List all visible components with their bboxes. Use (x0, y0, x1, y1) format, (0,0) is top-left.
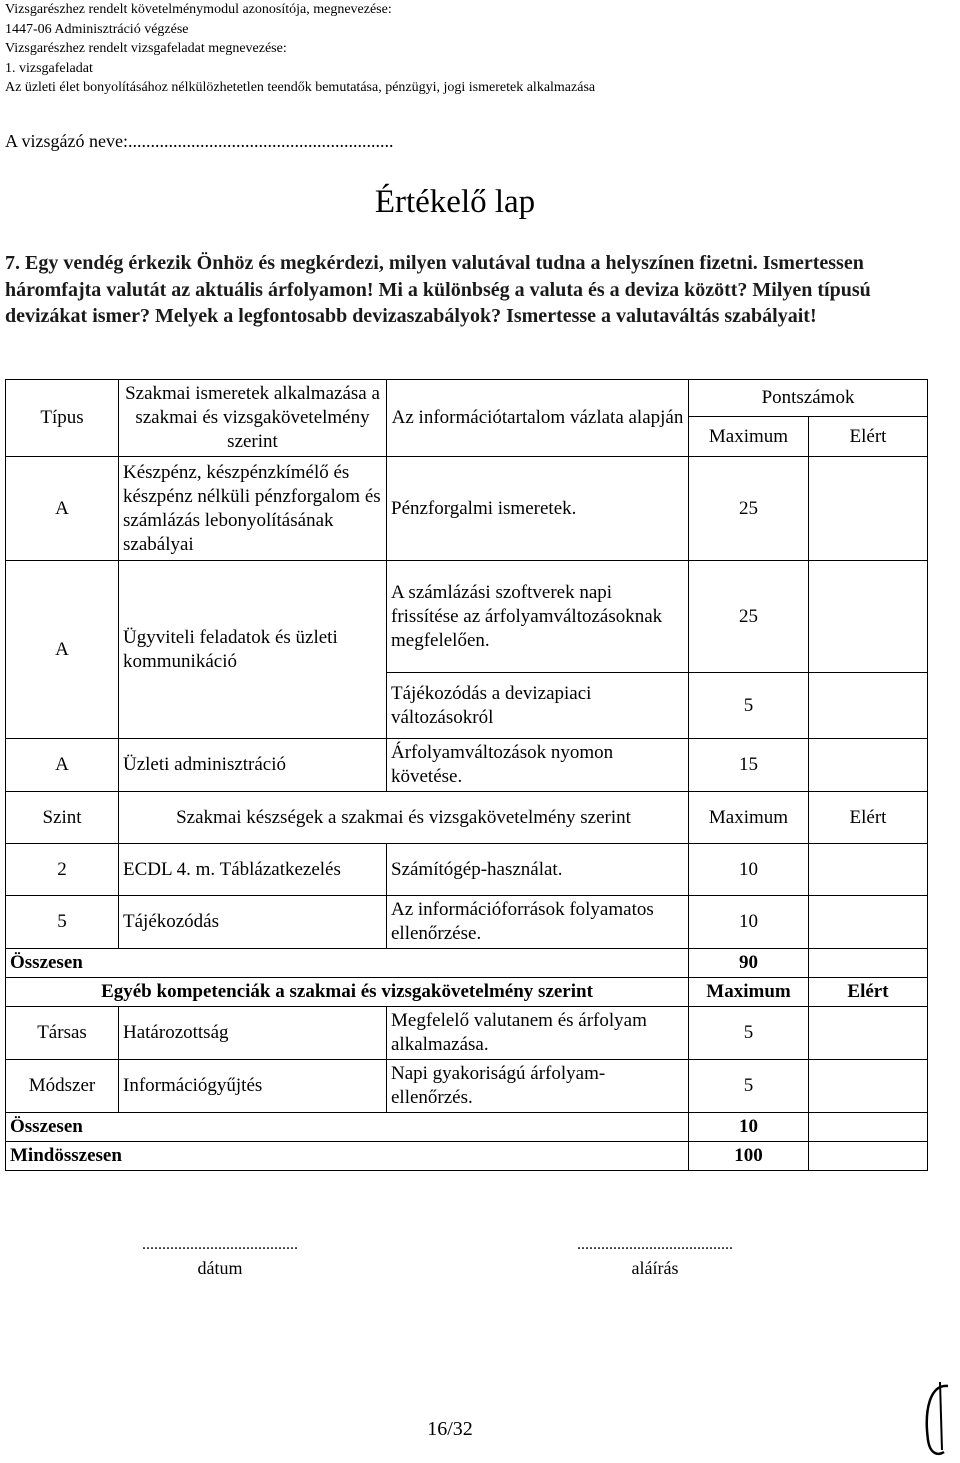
max-header: Maximum (689, 417, 809, 457)
achieved-header: Elért (809, 417, 928, 457)
table-row (6, 561, 928, 673)
max-cell: 25 (689, 457, 809, 561)
document-header (5, 0, 595, 98)
total-row (6, 1142, 928, 1171)
subtotal-value: 90 (689, 949, 809, 978)
header-line-5: Az üzleti élet bonyolításához nélkülözhetetlen teendők bemutatása, pénzügyi, jogi ismeretek alkalmazása (5, 80, 596, 95)
topic-cell: Üzleti adminisztráció (119, 739, 387, 792)
achieved-cell[interactable] (809, 1007, 928, 1060)
type-cell: Módszer (6, 1060, 119, 1113)
achieved-cell[interactable] (809, 1113, 928, 1142)
page-title: Értékelő lap (374, 184, 536, 220)
date-dotted-line: ....................................... (142, 1236, 298, 1253)
max-cell: 5 (689, 1007, 809, 1060)
max-cell: 15 (689, 739, 809, 792)
total-label: Mindösszesen (6, 1142, 689, 1171)
knowledge-header: Szakmai ismeretek alkalmazása a szakmai és vizsgakövetelmény szerint (119, 380, 387, 457)
handwritten-signature-mark (918, 1380, 954, 1460)
content-cell: Számítógép-használat. (387, 844, 689, 896)
achieved-cell[interactable] (809, 561, 928, 673)
other-header-row (6, 978, 928, 1007)
topic-cell: Tájékozódás (119, 896, 387, 949)
type-cell: Társas (6, 1007, 119, 1060)
subtotal-row (6, 1113, 928, 1142)
max-cell: 25 (689, 561, 809, 673)
topic-cell: Készpénz, készpénzkímélő és készpénz nélküli pénzforgalom és számlázás lebonyolításának szabályai (119, 457, 387, 561)
total-value: 100 (689, 1142, 809, 1171)
type-cell: A (6, 457, 119, 561)
exam-question: 7. Egy vendég érkezik Önhöz és megkérdezi, milyen valutával tudna a helyszínen fizetni. Ismertessen háromfajta valutát az aktuális árfolyamon! Mi a különbség a valuta és a deviza között? Milyen típusú devizákat ismer? Melyek a legfontosabb devizaszabályok? Ismertesse a valutaváltás szabályait! (5, 252, 871, 327)
level-cell: 5 (6, 896, 119, 949)
achieved-cell[interactable] (809, 457, 928, 561)
content-header: Az információtartalom vázlata alapján (387, 380, 689, 457)
max-cell: 10 (689, 844, 809, 896)
page-number: 16/32 (427, 1418, 473, 1440)
signature-dotted-line: ....................................... (577, 1236, 733, 1253)
max-cell: 10 (689, 896, 809, 949)
header-line-4: 1. vizsgafeladat (5, 60, 93, 76)
max-cell: 5 (689, 1060, 809, 1113)
type-cell: A (6, 739, 119, 792)
content-cell: Tájékozódás a devizapiaci változásokról (387, 673, 689, 739)
content-cell: A számlázási szoftverek napi frissítése az árfolyamváltozásoknak megfelelően. (387, 561, 689, 673)
max-cell: 5 (689, 673, 809, 739)
table-row (6, 457, 928, 561)
header-line-2: 1447-06 Adminisztráció végzése (5, 21, 189, 37)
skills-header-row (6, 792, 928, 844)
level-cell: 2 (6, 844, 119, 896)
signature-field (525, 1236, 785, 1279)
content-cell: Árfolyamváltozások nyomon követése. (387, 739, 689, 792)
header-row (6, 380, 928, 417)
content-cell: Megfelelő valutanem és árfolyam alkalmazása. (387, 1007, 689, 1060)
topic-cell: Információgyűjtés (119, 1060, 387, 1113)
achieved-header: Elért (809, 792, 928, 844)
table-row (6, 1007, 928, 1060)
achieved-header: Elért (809, 978, 928, 1007)
header-line-1: Vizsgarészhez rendelt követelménymodul azonosítója, megnevezése: (5, 2, 392, 17)
achieved-cell[interactable] (809, 673, 928, 739)
topic-cell: ECDL 4. m. Táblázatkezelés (119, 844, 387, 896)
other-competencies-header: Egyéb kompetenciák a szakmai és vizsgakövetelmény szerint (6, 978, 689, 1007)
achieved-cell[interactable] (809, 844, 928, 896)
content-cell: Pénzforgalmi ismeretek. (387, 457, 689, 561)
subtotal-row (6, 949, 928, 978)
content-cell: Az információforrások folyamatos ellenőrzése. (387, 896, 689, 949)
signature-label: aláírás (631, 1258, 679, 1278)
subtotal-value: 10 (689, 1113, 809, 1142)
achieved-cell[interactable] (809, 1142, 928, 1171)
candidate-name-line: A vizsgázó neve:........................................................... (5, 131, 394, 151)
topic-cell: Ügyviteli feladatok és üzleti kommunikáció (119, 561, 387, 739)
achieved-cell[interactable] (809, 896, 928, 949)
evaluation-table (5, 379, 928, 1171)
type-header: Típus (6, 380, 119, 457)
table-row (6, 739, 928, 792)
skills-header: Szakmai készségek a szakmai és vizsgakövetelmény szerint (119, 792, 689, 844)
achieved-cell[interactable] (809, 1060, 928, 1113)
type-cell: A (6, 561, 119, 739)
subtotal-label: Összesen (6, 949, 689, 978)
points-header: Pontszámok (689, 380, 928, 417)
max-header: Maximum (689, 978, 809, 1007)
table-row (6, 844, 928, 896)
table-row (6, 896, 928, 949)
content-cell: Napi gyakoriságú árfolyam-ellenőrzés. (387, 1060, 689, 1113)
header-line-3: Vizsgarészhez rendelt vizsgafeladat megnevezése: (5, 41, 287, 56)
topic-cell: Határozottság (119, 1007, 387, 1060)
level-header: Szint (6, 792, 119, 844)
achieved-cell[interactable] (809, 949, 928, 978)
table-row (6, 1060, 928, 1113)
date-label: dátum (197, 1258, 243, 1278)
achieved-cell[interactable] (809, 739, 928, 792)
max-header: Maximum (689, 792, 809, 844)
date-field (90, 1236, 350, 1279)
subtotal-label: Összesen (6, 1113, 689, 1142)
